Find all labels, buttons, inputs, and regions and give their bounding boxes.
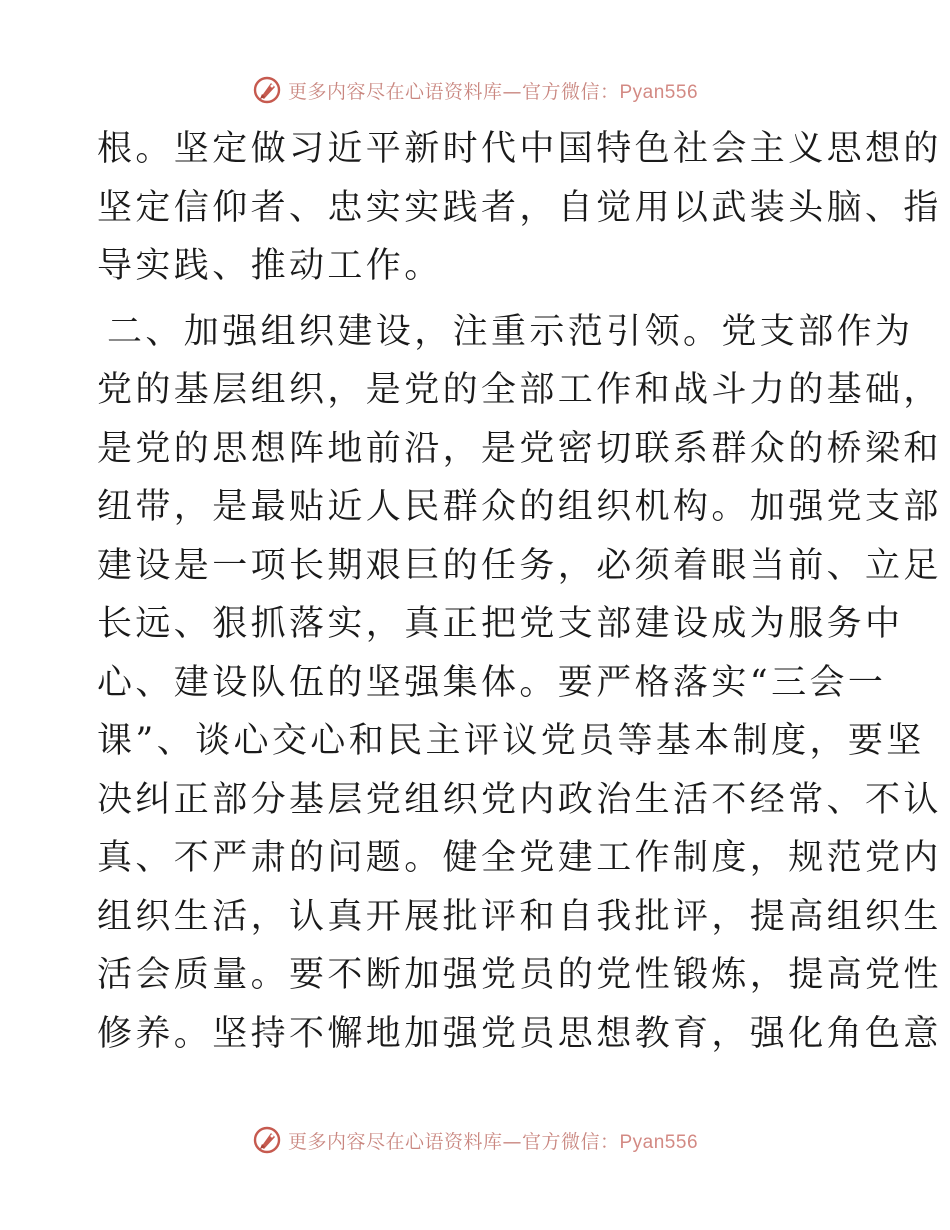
- header-watermark: [0, 72, 950, 108]
- text-line: 决纠正部分基层党组织党内政治生活不经常、不认: [97, 779, 942, 820]
- document-body: [97, 120, 942, 1063]
- pen-nib-circle-icon: [252, 1125, 282, 1155]
- text-line: 活会质量。要不断加强党员的党性锻炼，提高党性: [97, 955, 942, 995]
- text-line: 真、不严肃的问题。健全党建工作制度，规范党内: [97, 838, 942, 878]
- paragraph-2: [97, 303, 942, 1064]
- text-line: 课”、谈心交心和民主评议党员等基本制度，要坚: [97, 721, 925, 761]
- footer-watermark: [0, 1122, 950, 1158]
- text-line: 是党的思想阵地前沿，是党密切联系群众的桥梁和: [97, 428, 942, 469]
- text-line: 坚定信仰者、忠实实践者，自觉用以武装头脑、指: [97, 187, 942, 228]
- text-line: 纽带，是最贴近人民群众的组织机构。加强党支部: [97, 487, 942, 527]
- text-line: 组织生活，认真开展批评和自我批评，提高组织生: [97, 896, 942, 937]
- text-line: 党的基层组织，是党的全部工作和战斗力的基础，: [97, 370, 942, 410]
- text-line: 心、建设队伍的坚强集体。要严格落实“三会一: [97, 662, 887, 703]
- text-line: 导实践、推动工作。: [97, 246, 443, 286]
- text-line: 建设是一项长期艰巨的任务，必须着眼当前、立足: [97, 545, 942, 586]
- watermark-wechat-id: Pyan556: [619, 1131, 699, 1153]
- watermark-wechat-id: Pyan556: [619, 81, 699, 103]
- watermark-text: 更多内容尽在心语资料库—官方微信：Pyan556: [287, 80, 699, 103]
- text-line: 二、加强组织建设，注重示范引领。党支部作为: [107, 311, 914, 352]
- watermark-text: 更多内容尽在心语资料库—官方微信：Pyan556: [287, 1130, 699, 1153]
- paragraph-1: [97, 120, 942, 296]
- text-line: 长远、狠抓落实，真正把党支部建设成为服务中: [97, 604, 904, 644]
- text-line: 修养。坚持不懈地加强党员思想教育，强化角色意: [97, 1013, 942, 1054]
- pen-nib-circle-icon: [252, 75, 282, 105]
- text-line: 根。坚定做习近平新时代中国特色社会主义思想的: [97, 129, 942, 169]
